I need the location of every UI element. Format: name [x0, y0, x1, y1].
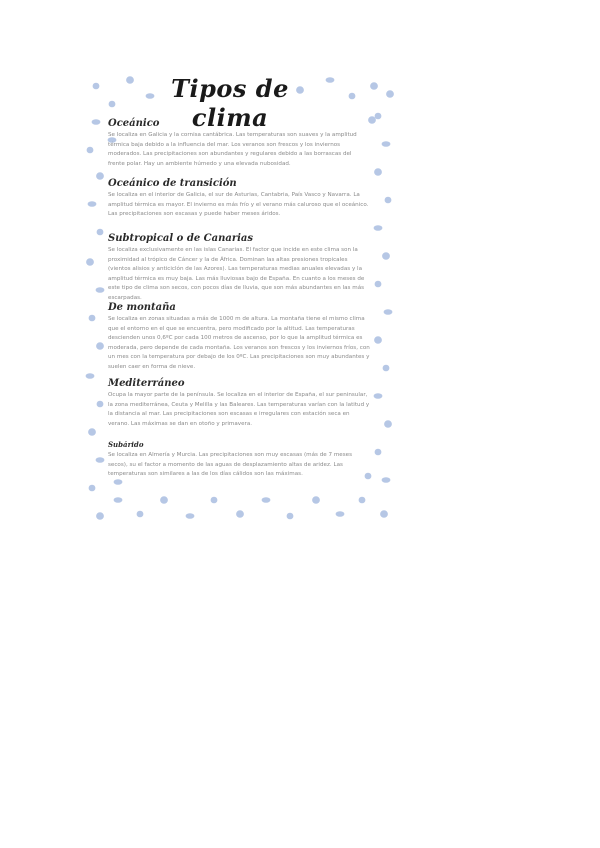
decorative-dot: [375, 449, 382, 456]
decorative-dot: [96, 287, 105, 293]
decorative-dot: [336, 511, 345, 517]
decorative-dot: [359, 497, 366, 504]
decorative-dot: [109, 101, 116, 108]
decorative-dot: [370, 82, 378, 90]
decorative-dot: [137, 511, 144, 518]
section-heading: Subárido: [108, 440, 144, 449]
section-heading: Oceánico de transición: [108, 178, 237, 189]
section-heading: Oceánico: [108, 118, 160, 129]
decorative-dot: [114, 497, 123, 503]
decorative-dot: [96, 457, 105, 463]
section-subtropical: [108, 233, 370, 304]
decorative-dot: [88, 201, 97, 207]
decorative-dot: [385, 197, 392, 204]
decorative-dot: [375, 113, 382, 120]
decorative-dot: [380, 510, 388, 518]
decorative-dot: [312, 496, 320, 504]
section-heading: De montaña: [108, 302, 176, 313]
decorative-dot: [262, 497, 271, 503]
decorative-dot: [160, 496, 168, 504]
section-text: Se localiza en Almería y Murcia. Las precipitaciones son muy escasas (más de 7 meses secos), su el factor a momento de las aguas de desplazamiento altas de aridez. Las temperaturas son similares a las de los días cálidos son las máximas.: [108, 452, 352, 478]
decorative-dot: [186, 513, 195, 519]
decorative-dot: [236, 510, 244, 518]
decorative-dot: [349, 93, 356, 100]
decorative-dot: [374, 393, 383, 399]
decorative-dot: [374, 168, 382, 176]
decorative-dot: [287, 513, 294, 520]
decorative-dot: [375, 281, 382, 288]
decorative-dot: [326, 77, 335, 83]
section-text: Ocupa la mayor parte de la península. Se localiza en el interior de España, el sur peninsular, la zona mediterránea, Ceuta y Melilla y las Baleares. Las temperaturas varían con la latitud y la distancia al mar. Las precipitaciones son escasas e irregulares con estación seca en verano. Las máximas se dan en otoño y primavera.: [108, 392, 370, 427]
decorative-dot: [374, 336, 382, 344]
section-text: Se localiza en zonas situadas a más de 1000 m de altura. La montaña tiene el mismo clima que el entorno en el que se encuentra, pero modificado por la altitud. Las temperaturas descienden unos 0,6ºC por cada 100 metros de ascenso, por lo que la amplitud térmica es moderada, pero depende de cada montaña. Los veranos son frescos y los inviernos fríos, con un mes con la temperatura por debajo de los 0ºC. Las precipitaciones son muy abundantes y suelen caer en forma de nieve.: [108, 316, 370, 370]
decorative-dot: [89, 315, 96, 322]
decorative-dot: [86, 258, 94, 266]
section-text: Se localiza en el interior de Galicia, el sur de Asturias, Cantabria, País Vasco y Navarra. La amplitud térmica es mayor. El invierno es más frío y el verano más caluroso que el oceánico. Las precipitaciones son escasas y puede haber meses áridos.: [108, 192, 369, 218]
decorative-dot: [114, 479, 123, 485]
decorative-dot: [384, 309, 393, 315]
decorative-dot: [96, 342, 104, 350]
decorative-dot: [97, 401, 104, 408]
decorative-dot: [382, 477, 391, 483]
section-oceanico-transicion: [108, 178, 370, 220]
section-subarido: [108, 440, 370, 480]
section-heading: Subtropical o de Canarias: [108, 233, 254, 244]
decorative-dot: [92, 119, 101, 125]
decorative-dot: [88, 428, 96, 436]
decorative-dot: [386, 90, 394, 98]
decorative-dot: [86, 373, 95, 379]
decorative-dot: [89, 485, 96, 492]
section-text: Se localiza en Galicia y la cornisa cantábrica. Las temperaturas son suaves y la amplitud térmica baja debido a la influencia del mar. Los veranos son frescos y los inviernos moderados. Las precipitaciones son abundantes y regulares debido a las borrascas del frente polar. Hay un ambiente húmedo y una elevada nubosidad.: [108, 132, 357, 167]
decorative-dot: [374, 225, 383, 231]
decorative-dot: [93, 83, 100, 90]
decorative-dot: [126, 76, 134, 84]
section-text: Se localiza exclusivamente en las islas Canarias. El factor que incide en este clima son la proximidad al trópico de Cáncer y la de África. Dominan las altas presiones tropicales (vientos alisios y anticiclón de las Azores). Las temperaturas medias anuales elevadas y la amplitud térmica es muy baja. Las más lluviosas bajo de España. En cuanto a los meses de este tipo de clima son secos, con pocos días de lluvia, que son más abundantes en las más escarpadas.: [108, 247, 365, 301]
section-heading: Mediterráneo: [108, 378, 185, 389]
section-oceanico: [108, 118, 370, 169]
page-title: Tipos de clima: [171, 74, 289, 132]
decorative-dot: [87, 147, 94, 154]
decorative-dot: [382, 252, 390, 260]
decorative-dot: [382, 141, 391, 147]
decorative-dot: [211, 497, 218, 504]
decorative-dot: [384, 420, 392, 428]
decorative-dot: [96, 512, 104, 520]
section-montana: [108, 302, 370, 373]
decorative-dot: [383, 365, 390, 372]
decorative-dot: [97, 229, 104, 236]
decorative-dot: [96, 172, 104, 180]
section-mediterraneo: [108, 378, 370, 429]
